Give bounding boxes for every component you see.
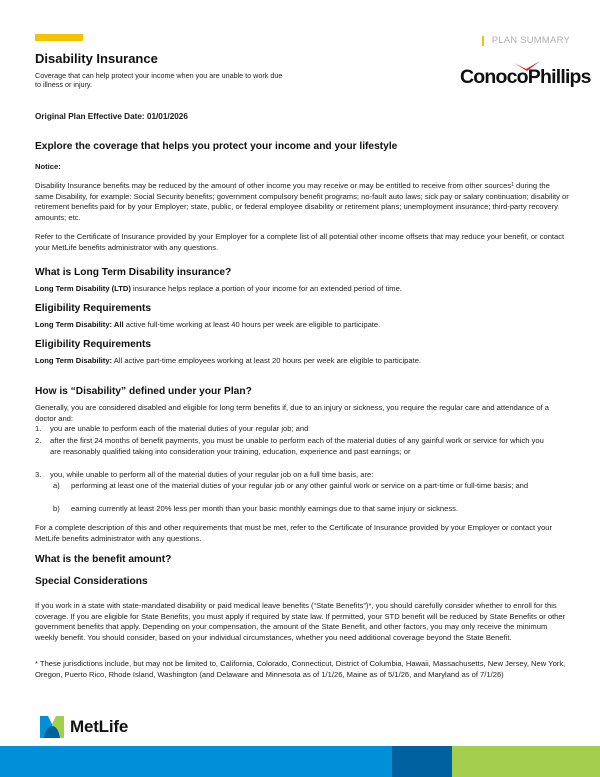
plan-summary-label: [482, 35, 570, 46]
notice-paragraph-1: [35, 181, 570, 223]
list-text: performing at least one of the material duties of your regular job or any other gainful work or service on a part-time or full-time basis; and: [71, 481, 529, 490]
list-number: 1.: [35, 424, 42, 433]
page-subtitle: Coverage that can help protect your income when you are unable to work due to illness or injury.: [35, 71, 283, 89]
eligibility-label-1: Long Term Disability:: [35, 320, 113, 329]
eligibility-text-1: [35, 320, 570, 331]
list-letter: b): [53, 504, 60, 513]
list-text: after the first 24 months of benefit payments, you must be unable to perform each of the material duties of any gainful work or service for which you are reasonably qualified taking into consideration your training, education, experience and past earnings; or: [50, 436, 544, 456]
list-text: you, while unable to perform all of the material duties of your regular job on a full time basis, are:: [50, 470, 374, 479]
notice-paragraph-2: Refer to the Certificate of Insurance provided by your Employer for a complete list of all potential other income offsets that may reduce your benefit, or contact your MetLife benefits administrator with any questions.: [35, 232, 565, 252]
definition-closing: For a complete description of this and other requirements that must be met, refer to the Certificate of Insurance provided by your Employer or contact your MetLife benefits administrator with any questions.: [35, 523, 553, 543]
definition-intro: Generally, you are considered disabled and eligible for long term benefits if, due to an injury or sickness, you require the regular care and attendance of a doctor and:: [35, 403, 550, 423]
definition-heading: How is “Disability” defined under your Plan?: [35, 386, 252, 397]
metlife-logo: [40, 716, 128, 738]
ltd-paragraph: [35, 284, 570, 295]
footer-segment-green: [452, 746, 600, 777]
special-heading: Special Considerations: [35, 576, 148, 587]
footnote-marker: 1: [511, 182, 514, 188]
ltd-text: insurance helps replace a portion of your income for an extended period of time.: [130, 284, 402, 293]
list-text: you are unable to perform each of the material duties of your regular job; and: [50, 424, 309, 433]
eligibility-heading-1: Eligibility Requirements: [35, 303, 152, 314]
eligibility-body-1: active full-time working at least 40 hours per week are eligible to participate.: [123, 320, 381, 329]
eligibility-body-2: All active part-time employees working at least 20 hours per week are eligible to participate.: [112, 356, 422, 365]
notice-label: Notice:: [35, 162, 61, 171]
ltd-bold-term: Long Term Disability (LTD): [35, 284, 131, 293]
conocophillips-logo-text: ConocoPhillips: [460, 66, 591, 88]
footer-segment-dark-blue: [392, 746, 452, 777]
metlife-logo-text: MetLife: [70, 717, 129, 736]
eligibility-bold-word-1: All: [112, 320, 124, 329]
eligibility-label-2: Long Term Disability:: [35, 356, 113, 365]
conocophillips-logo: [460, 60, 591, 90]
metlife-m-icon: [40, 716, 64, 738]
footer-segment-light-blue: [0, 746, 392, 777]
intro-heading: Explore the coverage that helps you protect your income and your lifestyle: [35, 141, 398, 152]
plan-summary-text: PLAN SUMMARY: [491, 35, 570, 46]
benefit-heading: What is the benefit amount?: [35, 554, 172, 565]
notice-p1-text-b: during the same Disability, for example: Social Security benefits; government compulsory benefit programs; no-fault auto laws; sick pay or salary continuation; disability or retirement benefits paid for by your Employer; state, public, or federal employee disability or retirement plans; unemployment insurance; third-party recovery amounts; etc.: [35, 181, 569, 222]
plan-summary-tick: [482, 36, 484, 46]
accent-bar: [35, 34, 83, 41]
list-number: 3.: [35, 470, 42, 479]
page-title: Disability Insurance: [35, 51, 158, 66]
ltd-heading: What is Long Term Disability insurance?: [35, 267, 232, 278]
list-number: 2.: [35, 436, 42, 445]
notice-p1-text-a: Disability Insurance benefits may be reduced by the amount of other income you may receive or may be entitled to receive from other sources: [35, 181, 512, 190]
special-paragraph-2: * These jurisdictions include, but may not be limited to, California, Colorado, Connecticut, District of Columbia, Hawaii, Massachusetts, New Jersey, New York, Oregon, Puerto Rico, Rhode Island, Washington (and Delaware and Minnesota as of 1/1/26, Maine as of 5/1/26, and Maryland as of 7/1/26): [35, 659, 566, 679]
list-letter: a): [53, 481, 60, 490]
footer-color-bar: [0, 746, 600, 777]
eligibility-heading-2: Eligibility Requirements: [35, 339, 152, 350]
special-paragraph-1: If you work in a state with state-mandated disability or paid medical leave benefits (“State Benefits”)*, you should carefully consider whether to enroll for this coverage. If you are eligible for State Benefits, you must apply if required by state law. If permitted, your STD benefit will be reduced by State Benefits or other government benefits that apply. Depending on your compensation, the amount of the State Benefit, and other factors, you may only receive the minimum weekly benefit. You should consider, based on your individual circumstances, whether you need additional coverage beyond the State Benefit.: [35, 601, 566, 642]
eligibility-text-2: [35, 356, 570, 367]
list-text: earning currently at least 20% less per month than your basic monthly earnings due to that same injury or sickness.: [71, 504, 459, 513]
effective-date: Original Plan Effective Date: 01/01/2026: [35, 112, 188, 121]
